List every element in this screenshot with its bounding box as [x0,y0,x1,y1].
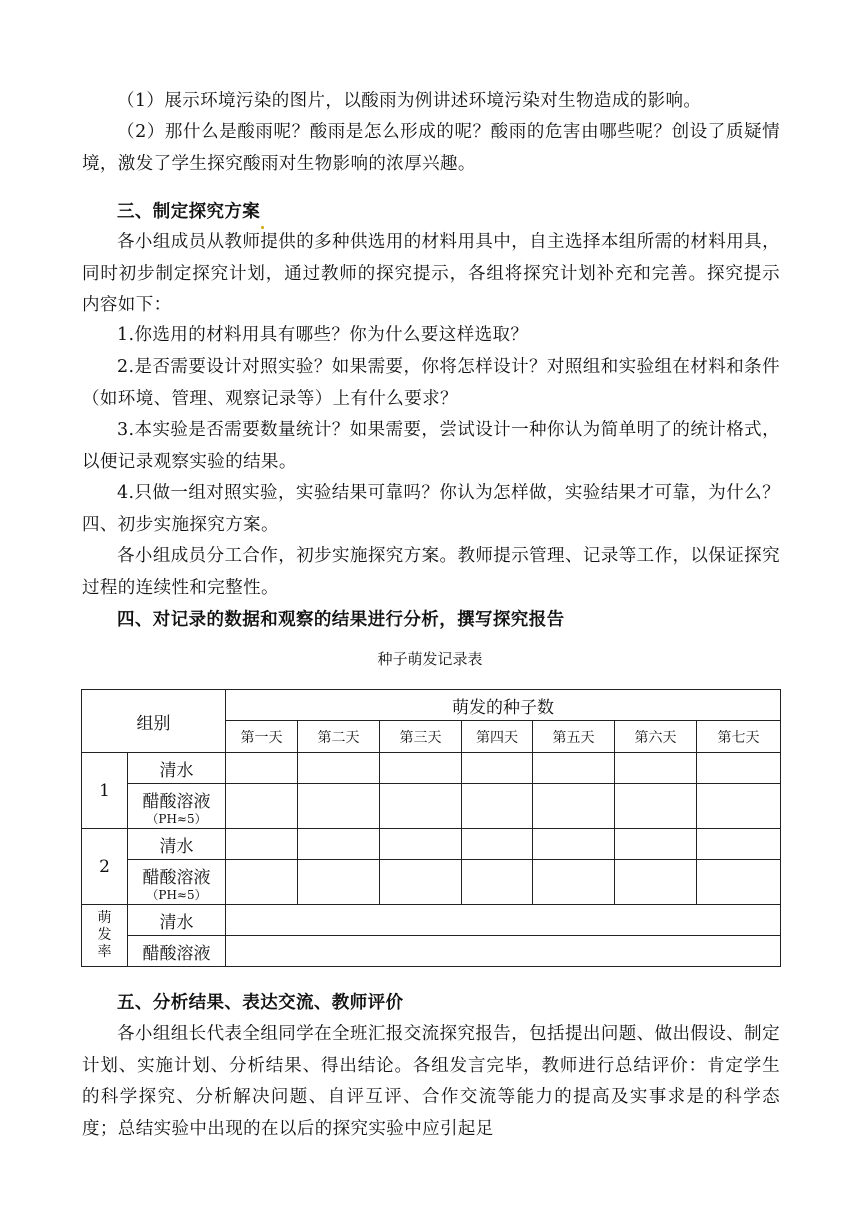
table-cell [298,860,380,905]
acid-label: 醋酸溶液 [128,936,226,967]
section-4-heading: 四、对记录的数据和观察的结果进行分析，撰写探究报告 [117,610,565,630]
water-label: 清水 [128,905,226,936]
table-cell [533,753,615,784]
germination-rate-label: 萌 发 率 [82,905,128,967]
paragraph-implement: 各小组成员分工合作，初步实施探究方案。教师提示管理、记录等工作，以保证探究过程的连续性和完整性。 [82,546,780,598]
section-5-heading: 五、分析结果、表达交流、教师评价 [117,993,404,1013]
section-3-heading: 三、制定探究方案 [117,197,264,229]
table-cell [298,784,380,829]
water-label: 清水 [128,753,226,784]
table-caption: 种子萌发记录表 [377,650,483,668]
group-2-label: 2 [82,829,128,905]
table-cell [298,753,380,784]
table-cell [380,860,462,905]
table-cell [462,753,533,784]
table-cell [226,753,298,784]
paragraph-2: （2）那什么是酸雨呢？酸雨是怎么形成的呢？酸雨的危害由哪些呢？创设了质疑情境，激发了学生探究酸雨对生物影响的浓厚兴趣。 [82,122,780,174]
seed-count-header: 萌发的种子数 [226,690,781,721]
table-cell [697,829,781,860]
hint-1: 1.你选用的材料用具有哪些？你为什么要这样选取？ [117,325,529,345]
group-1-label: 1 [82,753,128,829]
table-cell [462,829,533,860]
table-cell [697,860,781,905]
table-cell [462,784,533,829]
rate-cell [226,936,781,967]
table-cell [380,753,462,784]
rate-cell [226,905,781,936]
acid-label: 醋酸溶液 （PH≈5） [128,784,226,829]
day-4-header: 第四天 [462,721,533,753]
acid-label: 醋酸溶液 （PH≈5） [128,860,226,905]
paragraph-report: 各小组组长代表全组同学在全班汇报交流探究报告，包括提出问题、做出假设、制定计划、实施计划、分析结果、得出结论。各组发言完毕，教师进行总结评价：肯定学生的科学探究、分析解决问题、自评互评、合作交流等能力的提高及实事求是的科学态度；总结实验中出现的在以后的探究实验中应引起足 [82,1024,780,1139]
table-cell [697,753,781,784]
table-cell [533,784,615,829]
hint-3: 3.本实验是否需要数量统计？如果需要，尝试设计一种你认为简单明了的统计格式，以便记录观察实验的结果。 [82,420,780,472]
table-cell [380,784,462,829]
day-2-header: 第二天 [298,721,380,753]
day-3-header: 第三天 [380,721,462,753]
table-cell [380,829,462,860]
day-5-header: 第五天 [533,721,615,753]
day-7-header: 第七天 [697,721,781,753]
table-cell [226,860,298,905]
hint-4: 4.只做一组对照实验，实验结果可靠吗？你认为怎样做，实验结果才可靠，为什么？四、初步实施探究方案。 [82,483,780,535]
paragraph-3: 各小组成员从教师提供的多种供选用的材料用具中，自主选择本组所需的材料用具，同时初步制定探究计划，通过教师的探究提示，各组将探究计划补充和完善。探究提示内容如下： [82,232,780,315]
germination-record-table [81,689,781,967]
group-header: 组别 [82,690,226,753]
table-cell [533,860,615,905]
table-cell [226,829,298,860]
table-cell [615,784,697,829]
table-cell [697,784,781,829]
table-cell [615,860,697,905]
day-1-header: 第一天 [226,721,298,753]
table-cell [462,860,533,905]
day-6-header: 第六天 [615,721,697,753]
paragraph-1: （1）展示环境污染的图片，以酸雨为例讲述环境污染对生物造成的影响。 [117,91,702,111]
hint-2: 2.是否需要设计对照实验？如果需要，你将怎样设计？对照组和实验组在材料和条件（如环境、管理、观察记录等）上有什么要求？ [82,357,780,409]
table-cell [298,829,380,860]
table-cell [226,784,298,829]
table-cell [615,829,697,860]
table-cell [615,753,697,784]
water-label: 清水 [128,829,226,860]
table-cell [533,829,615,860]
